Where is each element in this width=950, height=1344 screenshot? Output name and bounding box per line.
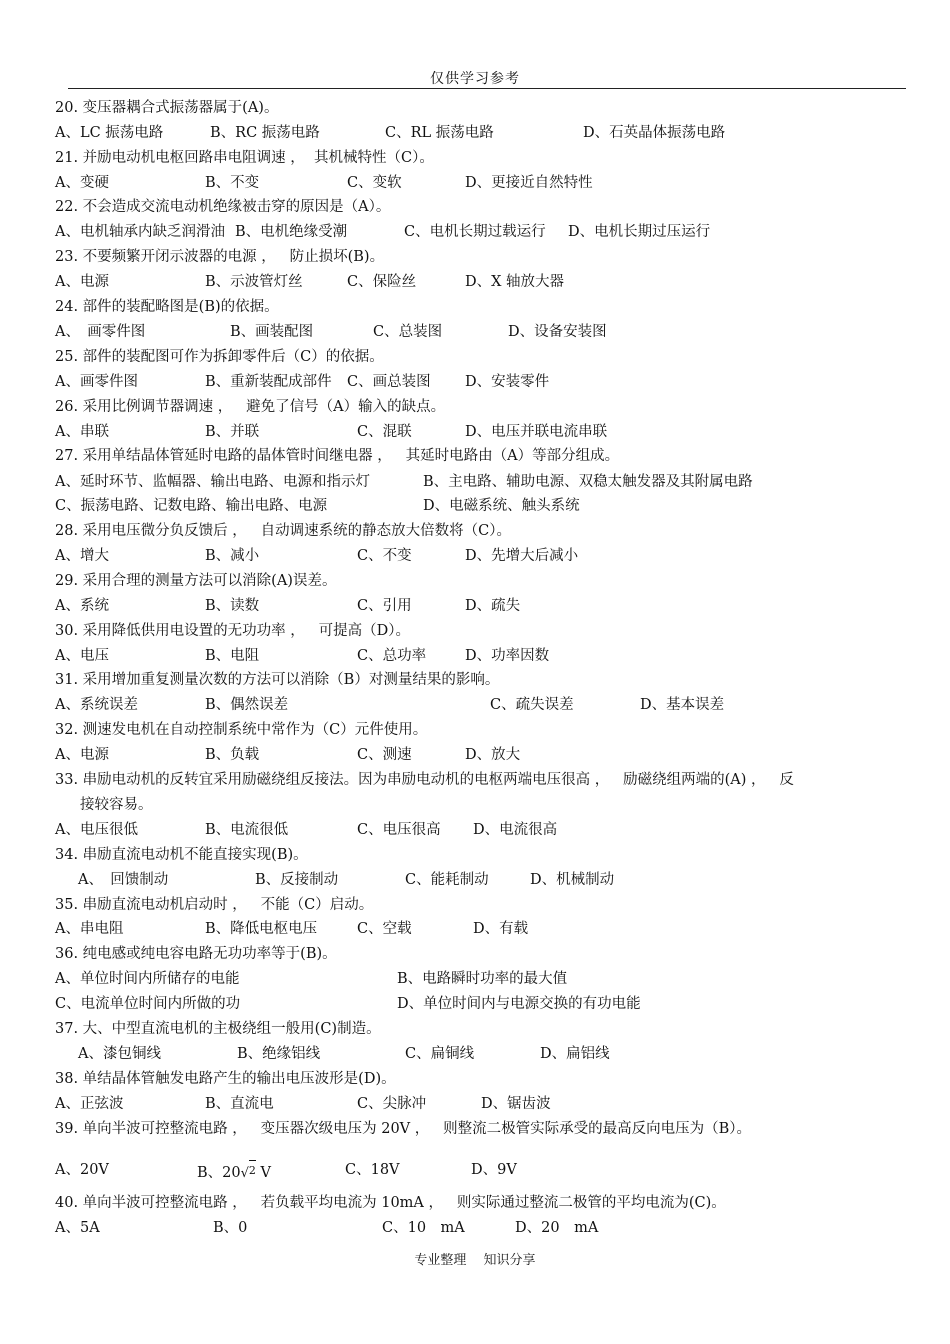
answer-option: C、总功率: [357, 648, 427, 664]
answer-option: B、示波管灯丝: [205, 274, 303, 290]
question-text: 36. 纯电感或纯电容电路无功功率等于(B)。: [55, 946, 337, 962]
answer-option: D、先增大后减小: [465, 548, 579, 564]
answer-option: C、测速: [357, 747, 412, 763]
answer-option: D、锯齿波: [481, 1096, 551, 1112]
page-footer: 专业整理 知识分享: [414, 1253, 536, 1268]
answer-option: D、单位时间内与电源交换的有功电能: [397, 996, 641, 1012]
sqrt-symbol: √2: [241, 1160, 256, 1184]
answer-option: A、 回馈制动: [78, 872, 169, 888]
question-text: 34. 串励直流电动机不能直接实现(B)。: [55, 847, 308, 863]
answer-option: D、放大: [465, 747, 521, 763]
question-text: 38. 单结晶体管触发电路产生的输出电压波形是(D)。: [55, 1071, 396, 1087]
answer-option: C、RL 振荡电路: [385, 125, 494, 141]
answer-option: C、总装图: [373, 324, 443, 340]
answer-option: B、RC 振荡电路: [210, 125, 320, 141]
answer-option: B、降低电枢电压: [205, 921, 318, 937]
question-text: 31. 采用增加重复测量次数的方法可以消除（B）对测量结果的影响。: [55, 672, 500, 688]
answer-option: D、20 mA: [515, 1220, 599, 1236]
answer-option: C、引用: [357, 598, 412, 614]
answer-option: C、画总装图: [347, 374, 431, 390]
answer-option: A、漆包铜线: [78, 1046, 161, 1062]
answer-option: D、石英晶体振荡电路: [583, 125, 726, 141]
question-text: 32. 测速发电机在自动控制系统中常作为（C）元件使用。: [55, 722, 428, 738]
answer-option: D、有载: [473, 921, 529, 937]
answer-option: B、20√2 V: [197, 1160, 271, 1184]
answer-option: B、反接制动: [255, 872, 339, 888]
answer-option: A、画零件图: [55, 374, 138, 390]
answer-option: B、偶然误差: [205, 697, 289, 713]
answer-option: B、负载: [205, 747, 260, 763]
answer-option: A、增大: [55, 548, 109, 564]
answer-option: A、系统误差: [55, 697, 138, 713]
answer-option: D、功率因数: [465, 648, 550, 664]
header-rule: [68, 88, 906, 89]
question-text: 35. 串励直流电动机启动时 ， 不能（C）启动。: [55, 897, 374, 913]
answer-option: B、画装配图: [230, 324, 314, 340]
answer-option: D、电流很高: [473, 822, 558, 838]
answer-option: A、LC 振荡电路: [55, 125, 164, 141]
answer-option: B、读数: [205, 598, 260, 614]
page-header: 仅供学习参考: [430, 71, 520, 87]
answer-option: C、电流单位时间内所做的功: [55, 996, 241, 1012]
answer-option: C、疏失误差: [490, 697, 574, 713]
answer-option: C、不变: [357, 548, 412, 564]
answer-option: C、电机长期过载运行: [404, 224, 546, 240]
answer-option: D、电机长期过压运行: [568, 224, 711, 240]
answer-option: D、9V: [471, 1162, 517, 1178]
answer-option: A、电源: [55, 274, 109, 290]
answer-option: B、减小: [205, 548, 260, 564]
answer-option: C、尖脉冲: [357, 1096, 427, 1112]
answer-option: A、电压: [55, 648, 109, 664]
question-text: 25. 部件的装配图可作为拆卸零件后（C）的依据。: [55, 349, 384, 365]
question-text: 28. 采用电压微分负反馈后 ， 自动调速系统的静态放大倍数将（C）。: [55, 523, 511, 539]
answer-option: D、更接近自然特性: [465, 175, 593, 191]
answer-option: C、振荡电路、记数电路、输出电路、电源: [55, 498, 328, 514]
question-text: 39. 单向半波可控整流电路 ， 变压器次级电压为 20V ， 则整流二极管实际承受的最高反向电压为（B）。: [55, 1121, 751, 1137]
answer-option: A、电机轴承内缺乏润滑油: [55, 224, 225, 240]
answer-option: D、电磁系统、触头系统: [423, 498, 580, 514]
question-text: 20. 变压器耦合式振荡器属于(A)。: [55, 100, 279, 116]
answer-option: C、变软: [347, 175, 402, 191]
question-text: 33. 串励电动机的反转宜采用励磁绕组反接法。因为串励电动机的电枢两端电压很高 ， 励磁绕组两端的(A) ， 反: [55, 772, 794, 788]
answer-option: B、绝缘铝线: [237, 1046, 321, 1062]
answer-option: C、电压很高: [357, 822, 441, 838]
answer-option: B、0: [213, 1220, 248, 1236]
answer-option: C、保险丝: [347, 274, 417, 290]
answer-option: D、基本误差: [640, 697, 725, 713]
question-text: 37. 大、中型直流电机的主极绕组一般用(C)制造。: [55, 1021, 381, 1037]
answer-option: D、安装零件: [465, 374, 550, 390]
answer-option: A、20V: [55, 1162, 109, 1178]
question-text: 23. 不要频繁开闭示波器的电源 ， 防止损坏(B)。: [55, 249, 385, 265]
answer-option: D、设备安装图: [508, 324, 607, 340]
answer-option: B、主电路、辅助电源、双稳太触发器及其附属电路: [423, 474, 753, 490]
question-text: 22. 不会造成交流电动机绝缘被击穿的原因是（A）。: [55, 199, 391, 215]
answer-option: A、单位时间内所储存的电能: [55, 971, 240, 987]
answer-option: C、空载: [357, 921, 412, 937]
answer-option: A、变硬: [55, 175, 109, 191]
answer-option: C、扁铜线: [405, 1046, 475, 1062]
answer-option: A、5A: [55, 1220, 100, 1236]
answer-option: C、混联: [357, 424, 412, 440]
answer-option: B、不变: [205, 175, 260, 191]
answer-option: A、延时环节、监幅器、输出电路、电源和指示灯: [55, 474, 370, 490]
answer-option: B、电阻: [205, 648, 260, 664]
answer-option: C、10 mA: [382, 1220, 465, 1236]
answer-option: B、电流很低: [205, 822, 289, 838]
answer-option: C、能耗制动: [405, 872, 489, 888]
question-text: 29. 采用合理的测量方法可以消除(A)误差。: [55, 573, 337, 589]
answer-option: D、机械制动: [530, 872, 615, 888]
answer-option: C、18V: [345, 1162, 400, 1178]
answer-option: D、电压并联电流串联: [465, 424, 608, 440]
answer-option: A、串电阻: [55, 921, 124, 937]
answer-option: B、电机绝缘受潮: [235, 224, 348, 240]
question-text: 40. 单向半波可控整流电路 ， 若负载平均电流为 10mA ， 则实际通过整流二极管的平均电流为(C)。: [55, 1195, 726, 1211]
answer-option: B、直流电: [205, 1096, 274, 1112]
question-text: 21. 并励电动机电枢回路串电阻调速 ， 其机械特性（C）。: [55, 150, 434, 166]
question-text: 30. 采用降低供用电设置的无功功率 ， 可提高（D）。: [55, 623, 410, 639]
answer-option: B、重新装配成部件: [205, 374, 332, 390]
answer-option: A、系统: [55, 598, 109, 614]
answer-option: A、串联: [55, 424, 109, 440]
answer-option: D、X 轴放大器: [465, 274, 565, 290]
answer-option: B、并联: [205, 424, 260, 440]
answer-option: A、电源: [55, 747, 109, 763]
answer-option: A、电压很低: [55, 822, 138, 838]
answer-option: A、正弦波: [55, 1096, 124, 1112]
answer-option: A、 画零件图: [55, 324, 146, 340]
question-text: 26. 采用比例调节器调速 ， 避免了信号（A）输入的缺点。: [55, 399, 446, 415]
answer-option: D、疏失: [465, 598, 521, 614]
answer-option: B、电路瞬时功率的最大值: [397, 971, 568, 987]
question-text: 24. 部件的装配略图是(B)的依据。: [55, 299, 279, 315]
question-text: 27. 采用单结晶体管延时电路的晶体管时间继电器 ， 其延时电路由（A）等部分组成。: [55, 448, 620, 464]
question-text-continued: 接较容易。: [80, 797, 153, 813]
answer-option: D、扁铝线: [540, 1046, 610, 1062]
